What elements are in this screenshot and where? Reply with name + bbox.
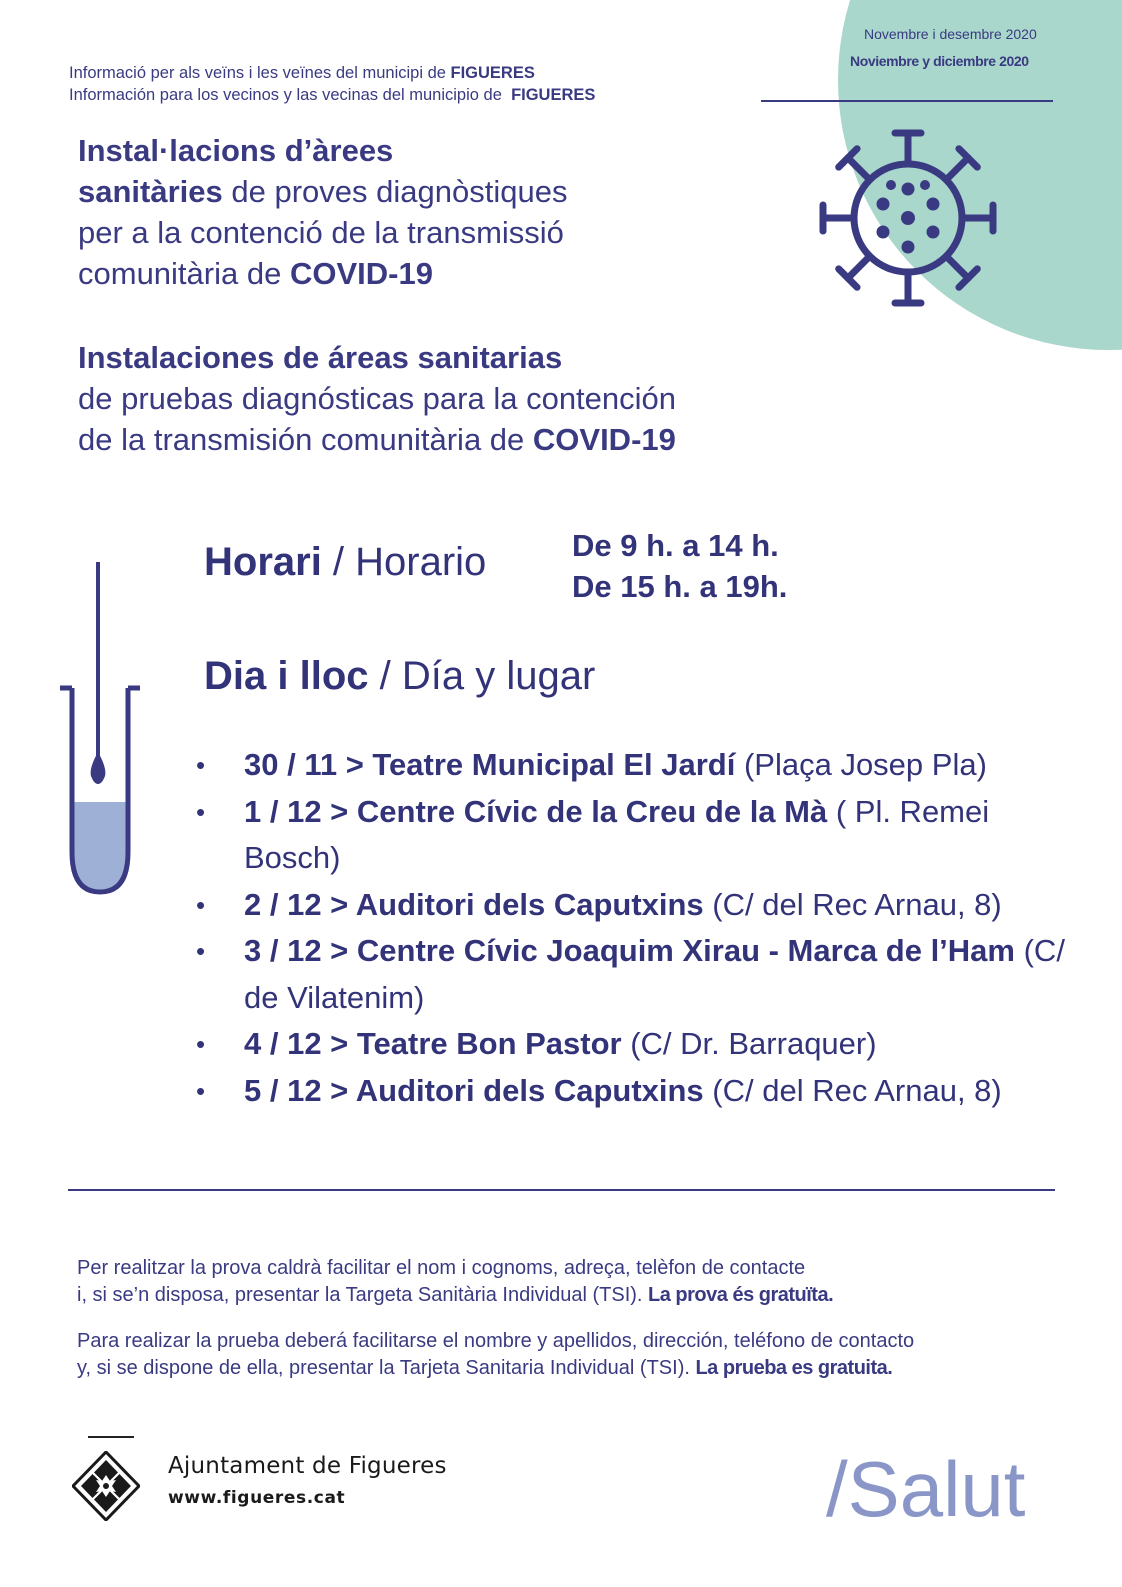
- locations-list: [196, 742, 1076, 1114]
- list-item: • 4 / 12 > Teatre Bon Pastor (C/ Dr. Barraquer): [196, 1021, 1076, 1068]
- section-title: /Salut: [826, 1445, 1026, 1533]
- list-item: • 1 / 12 > Centre Cívic de la Creu de la Mà ( Pl. Remei Bosch): [196, 789, 1076, 882]
- date-spanish: Noviembre y diciembre 2020: [850, 53, 1029, 69]
- list-item: • 30 / 11 > Teatre Municipal El Jardí (Plaça Josep Pla): [196, 742, 1076, 789]
- info-line-spanish: Información para los vecinos y las vecinas del municipio de FIGUERES: [69, 86, 596, 104]
- test-tube-icon: [58, 562, 142, 908]
- schedule-label: Horari / Horario: [204, 540, 487, 584]
- place-label: Dia i lloc / Día y lugar: [204, 654, 596, 698]
- organization-name: Ajuntament de Figueres: [168, 1453, 447, 1479]
- list-item: • 5 / 12 > Auditori dels Caputxins (C/ del Rec Arnau, 8): [196, 1068, 1076, 1115]
- date-catalan: Novembre i desembre 2020: [864, 26, 1037, 42]
- title-catalan: Instal·lacions d’àrees sanitàries de proves diagnòstiques per a la contenció de la transmissió comunitària de COVID-19: [78, 133, 568, 291]
- list-item: • 2 / 12 > Auditori dels Caputxins (C/ del Rec Arnau, 8): [196, 882, 1076, 929]
- hours-afternoon: De 15 h. a 19h.: [572, 569, 788, 604]
- section-divider: [68, 1189, 1055, 1191]
- crest-icon: [72, 1451, 140, 1521]
- note-spanish: Para realizar la prueba deberá facilitarse el nombre y apellidos, dirección, teléfono de contacto y, si se dispone de ella, presentar la Tarjeta Sanitaria Individual (TSI). La prueba es gratuita.: [77, 1330, 915, 1379]
- footer-divider: [88, 1436, 134, 1438]
- info-line-catalan: Informació per als veïns i les veïnes del municipi de FIGUERES: [69, 64, 535, 82]
- organization-url[interactable]: www.figueres.cat: [168, 1488, 346, 1508]
- list-item: • 3 / 12 > Centre Cívic Joaquim Xirau - Marca de l’Ham (C/ de Vilatenim): [196, 928, 1076, 1021]
- top-divider: [761, 100, 1053, 102]
- title-spanish: Instalaciones de áreas sanitarias de pruebas diagnósticas para la contención de la transmisión comunitària de COVID-19: [78, 340, 677, 457]
- note-catalan: Per realitzar la prova caldrà facilitar el nom i cognoms, adreça, telèfon de contacte i, si se’n disposa, presentar la Targeta Sanitària Individual (TSI). La prova és gratuïta.: [77, 1257, 834, 1306]
- virus-icon: [815, 125, 1001, 311]
- hours-morning: De 9 h. a 14 h.: [572, 528, 779, 563]
- schedule-hours: [572, 525, 787, 607]
